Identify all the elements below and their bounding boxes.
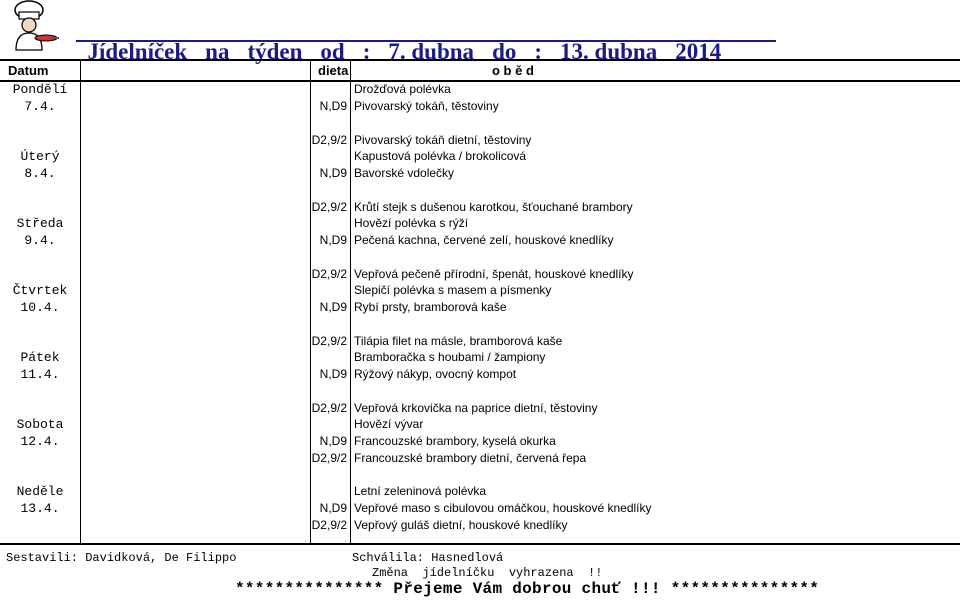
day-name: Neděle <box>16 484 64 499</box>
diet-code: N,D9 <box>319 166 347 180</box>
approved-by: Schválila: Hasnedlová <box>352 551 504 565</box>
title-word: 2014 <box>675 39 722 64</box>
meal-item: Francouzské brambory, kyselá okurka <box>354 434 556 448</box>
table-bottom-border <box>0 543 960 545</box>
diet-code: D2,9/2 <box>311 518 347 532</box>
meal-item: Vepřové maso s cibulovou omáčkou, houskové knedlíky <box>354 501 652 515</box>
title-word: : <box>534 39 543 64</box>
column-header-date: Datum <box>8 63 49 78</box>
diet-code: N,D9 <box>319 367 347 381</box>
meal-item: Vepřová krkovička na paprice dietní, těstoviny <box>354 401 598 415</box>
page-title <box>76 10 776 64</box>
meal-item: Pečená kachna, červené zelí, houskové knedlíky <box>354 233 614 247</box>
day-date: 10.4. <box>20 300 60 315</box>
table-header <box>0 59 960 82</box>
diet-code: D2,9/2 <box>311 133 347 147</box>
diet-code: N,D9 <box>319 300 347 314</box>
meal-item: Francouzské brambory dietní, červená řepa <box>354 451 587 465</box>
diet-code: N,D9 <box>319 99 347 113</box>
chef-logo-icon <box>2 0 60 52</box>
title-word: 13. dubna <box>560 39 658 64</box>
meal-item: Tilápia filet na másle, bramborová kaše <box>354 334 563 348</box>
title-word: 7. dubna <box>388 39 475 64</box>
meal-item: Krůtí stejk s dušenou karotkou, šťouchané brambory <box>354 200 633 214</box>
day-date: 7.4. <box>24 99 56 114</box>
day-date: 12.4. <box>20 434 60 449</box>
meal-item: Hovězí polévka s rýží <box>354 216 469 230</box>
diet-code: N,D9 <box>319 233 347 247</box>
column-divider <box>80 59 81 543</box>
day-name: Pátek <box>20 350 60 365</box>
day-date: 13.4. <box>20 501 60 516</box>
day-date: 9.4. <box>24 233 56 248</box>
meal-item: Drožďová polévka <box>354 82 451 96</box>
diet-code: N,D9 <box>319 434 347 448</box>
meal-item: Kapustová polévka / brokolicová <box>354 149 527 163</box>
compiled-by: Sestavili: Davidková, De Filippo <box>6 551 237 565</box>
day-name: Sobota <box>16 417 64 432</box>
day-name: Úterý <box>20 149 60 164</box>
diet-code: D2,9/2 <box>311 200 347 214</box>
diet-code: D2,9/2 <box>311 334 347 348</box>
meal-item: Bramboračka s houbami / žampiony <box>354 350 546 364</box>
slogan: *************** Přejeme Vám dobrou chuť !!! *************** <box>235 580 820 598</box>
title-word: od <box>320 39 345 64</box>
meal-item: Rybí prsty, bramborová kaše <box>354 300 507 314</box>
meal-item: Rýžový nákyp, ovocný kompot <box>354 367 517 381</box>
diet-code: D2,9/2 <box>311 401 347 415</box>
meal-item: Hovězí vývar <box>354 417 424 431</box>
meal-item: Letní zeleninová polévka <box>354 484 487 498</box>
day-name: Středa <box>16 216 64 231</box>
diet-code: D2,9/2 <box>311 451 347 465</box>
meal-item: Vepřový guláš dietní, houskové knedlíky <box>354 518 568 532</box>
title-word: Jídelníček <box>87 39 188 64</box>
meal-item: Pivovarský tokáň dietní, těstoviny <box>354 133 532 147</box>
column-header-meal: o b ě d <box>492 63 534 78</box>
day-name: Čtvrtek <box>12 283 68 298</box>
column-divider <box>350 59 351 543</box>
day-date: 8.4. <box>24 166 56 181</box>
title-word: na <box>205 39 230 64</box>
meal-item: Pivovarský tokáň, těstoviny <box>354 99 499 113</box>
changes-notice: Změna jídelníčku vyhrazena !! <box>372 566 603 580</box>
diet-code: N,D9 <box>319 501 347 515</box>
title-word: do <box>492 39 517 64</box>
diet-code: D2,9/2 <box>311 267 347 281</box>
meal-item: Slepičí polévka s masem a písmenky <box>354 283 552 297</box>
day-date: 11.4. <box>20 367 60 382</box>
column-header-diet: dieta <box>318 63 349 78</box>
meal-item: Bavorské vdolečky <box>354 166 455 180</box>
day-name: Pondělí <box>12 82 68 97</box>
meal-item: Vepřová pečeně přírodní, špenát, houskové knedlíky <box>354 267 634 281</box>
title-word: týden <box>247 39 303 64</box>
title-word: : <box>362 39 371 64</box>
